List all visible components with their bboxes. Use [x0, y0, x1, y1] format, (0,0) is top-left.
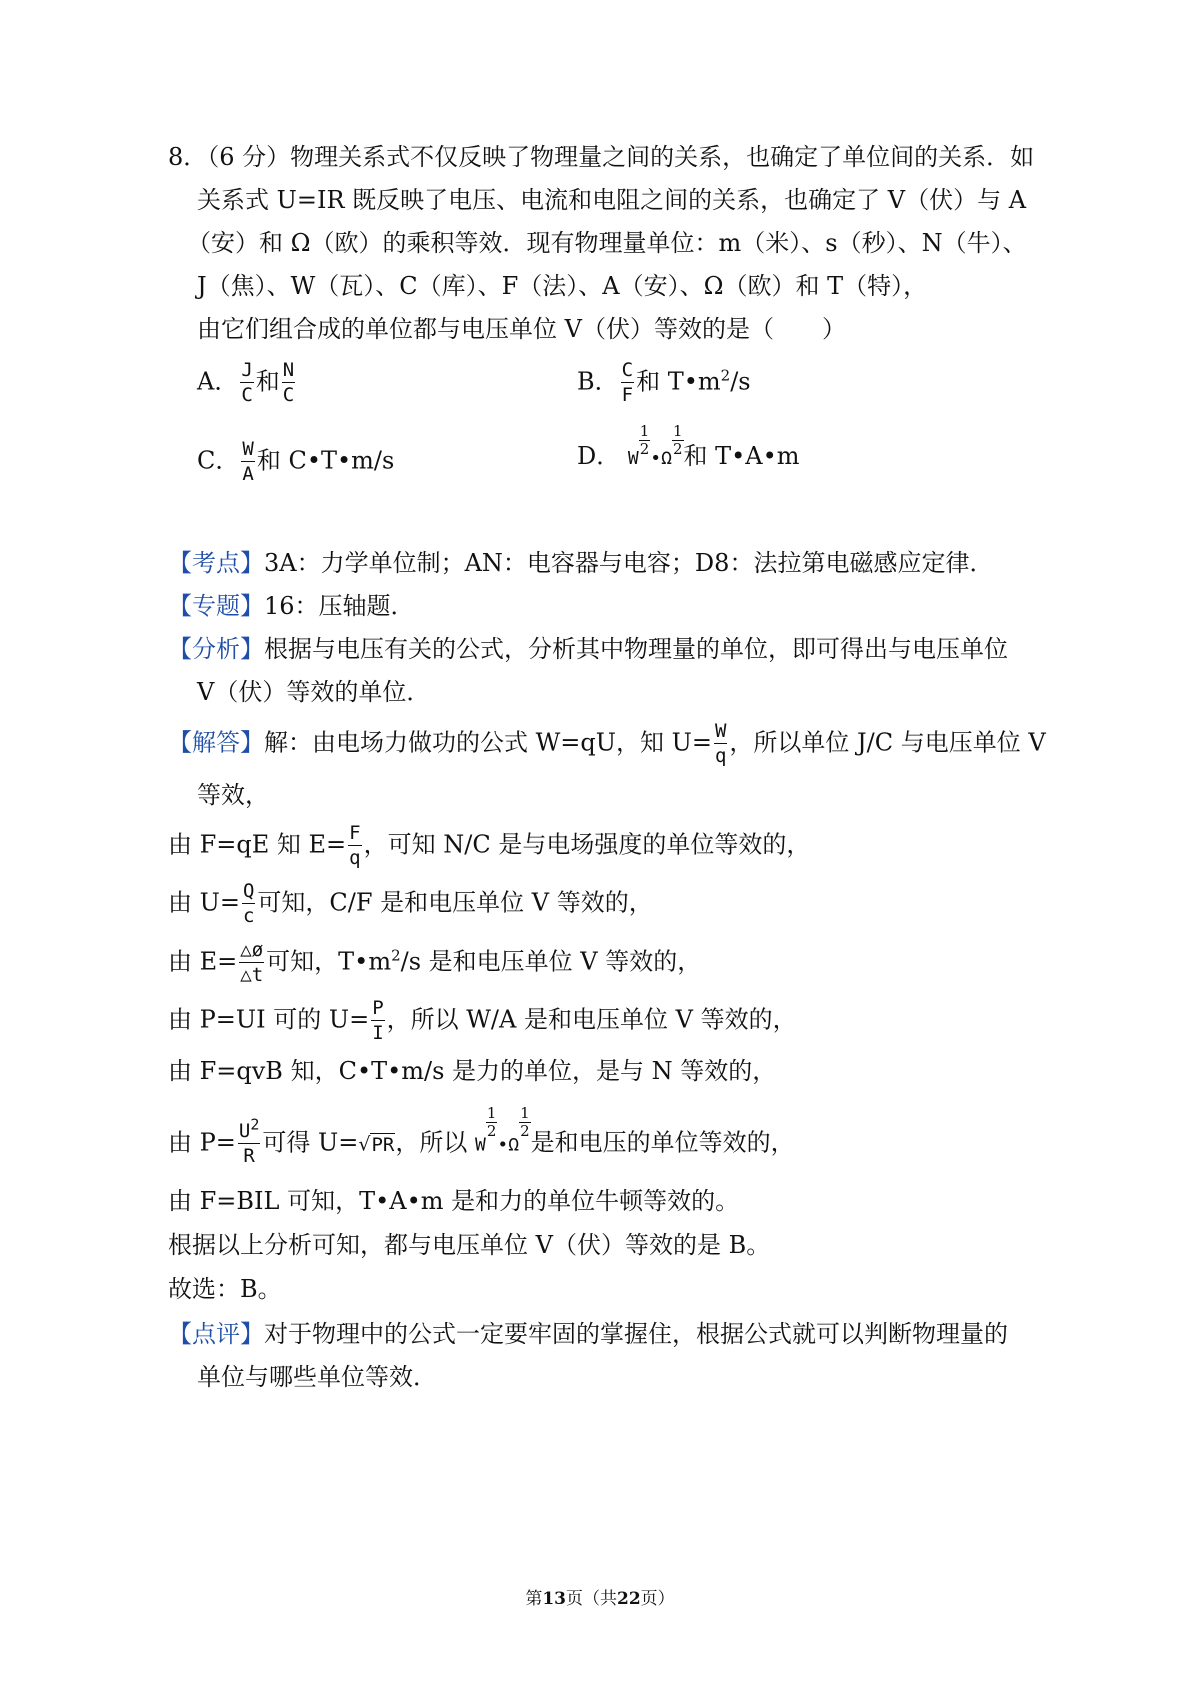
kaodian-section: 【考点】3A：力学单位制；AN：电容器与电容；D8：法拉第电磁感应定律． [168, 549, 994, 577]
jieda-tag: 【解答】 [168, 728, 264, 757]
page-number: 13 [542, 1589, 566, 1609]
zhuanti-tag: 【专题】 [168, 592, 264, 620]
fraction-q-over-c: $\frac{Q}{c}$ [242, 880, 255, 927]
fraction-dphi-over-dt: $\frac{\triangle ø}{\triangle t}$ [240, 939, 264, 986]
zhuanti-section: 【专题】16：压轴题． [168, 592, 415, 620]
option-a-label: A． [197, 367, 239, 396]
page-footer: 第13页（共22页） [525, 1589, 675, 1609]
exponent-one-half: $\frac{1}{2}$ [520, 1104, 530, 1140]
jieda-line-8: 由 P= $\frac{U^2}{R}$ 可得 U=√PR，所以 W $\frac{1}{2}$ •Ω $\frac{1}{2}$ 是和电压的单位等效的， [168, 1104, 795, 1167]
option-a: A． $\frac{J}{C}$ 和 $\frac{N}{C}$ [197, 359, 295, 406]
fraction-j-over-c: $\frac{J}{C}$ [241, 359, 253, 406]
jieda-line-6: 由 P=UI 可的 U= $\frac{P}{I}$ ，所以 W/A 是和电压单位 V 等效的， [168, 997, 797, 1044]
jieda-line-5: 由 E= $\frac{\triangle ø}{\triangle t}$ 可知，$T•m^2/s$ 是和电压单位 V 等效的， [168, 939, 702, 986]
exponent-one-half: $\frac{1}{2}$ [639, 422, 650, 458]
jieda-line-3: 由 F=qE 知 E= $\frac{F}{q}$ ，可知 N/C 是与电场强度的单位等效的， [168, 822, 811, 869]
page-total: 22 [617, 1589, 641, 1609]
jieda-line-2: 等效， [197, 781, 269, 809]
option-b-label: B． [577, 367, 619, 396]
jieda-line-11: 故选：B。 [168, 1275, 282, 1303]
fenxi-line-2: V（伏）等效的单位． [197, 678, 431, 706]
option-c: C． $\frac{W}{A}$ 和 C•T•m/s [197, 438, 395, 485]
jieda-line-1: 【解答】解：由电场力做功的公式 W=qU，知 U= $\frac{W}{q}$ ，所以单位 J/C 与电压单位 V [168, 720, 1046, 767]
fenxi-section: 【分析】根据与电压有关的公式，分析其中物理量的单位，即可得出与电压单位 [168, 635, 1008, 663]
jieda-line-4: 由 U= $\frac{Q}{c}$ 可知，C/F 是和电压单位 V 等效的， [168, 880, 653, 927]
kaodian-tag: 【考点】 [168, 549, 264, 577]
fraction-c-over-f: $\frac{C}{F}$ [621, 359, 634, 406]
jieda-line-10: 根据以上分析可知，都与电压单位 V（伏）等效的是 B。 [168, 1231, 771, 1259]
question-line-3: （安）和 Ω（欧）的乘积等效．现有物理量单位：m（米）、s（秒）、N（牛）、 [187, 229, 1027, 257]
fraction-p-over-i: $\frac{P}{I}$ [372, 997, 384, 1044]
fraction-w-over-q: $\frac{W}{q}$ [714, 720, 727, 767]
exponent-one-half: $\frac{1}{2}$ [486, 1104, 497, 1140]
dianping-line-2: 单位与哪些单位等效． [197, 1363, 437, 1391]
option-b: B． $\frac{C}{F}$ 和 $T•m^2/s$ [577, 359, 751, 406]
fraction-u2-over-r: $\frac{U^2}{R}$ [238, 1115, 260, 1167]
question-line-1: 8．（6 分）物理关系式不仅反映了物理量之间的关系，也确定了单位间的关系．如 [168, 143, 1035, 171]
option-d-label: D． [577, 442, 621, 470]
sqrt-pr: √PR [358, 1133, 395, 1156]
fenxi-tag: 【分析】 [168, 635, 264, 663]
question-line-5: 由它们组合成的单位都与电压单位 V（伏）等效的是（ ） [197, 315, 846, 343]
fraction-w-over-a: $\frac{W}{A}$ [242, 438, 254, 485]
option-d: D． W $\frac{1}{2}$ •Ω $\frac{1}{2}$ 和 T•A•m [577, 422, 800, 470]
exponent-one-half: $\frac{1}{2}$ [672, 422, 683, 458]
option-c-label: C． [197, 446, 240, 475]
fraction-f-over-q: $\frac{F}{q}$ [349, 822, 361, 869]
jieda-line-7: 由 F=qvB 知，C•T•m/s 是力的单位，是与 N 等效的， [168, 1057, 777, 1085]
question-line-2: 关系式 U=IR 既反映了电压、电流和电阻之间的关系，也确定了 V（伏）与 A [197, 186, 1027, 214]
dianping-tag: 【点评】 [168, 1320, 264, 1348]
dianping-section: 【点评】对于物理中的公式一定要牢固的掌握住，根据公式就可以判断物理量的 [168, 1320, 1008, 1348]
jieda-line-9: 由 F=BIL 可知，T•A•m 是和力的单位牛顿等效的。 [168, 1187, 740, 1215]
question-line-4: J（焦）、W（瓦）、C（库）、F（法）、A（安）、Ω（欧）和 T（特）， [197, 272, 928, 300]
fraction-n-over-c: $\frac{N}{C}$ [282, 359, 295, 406]
